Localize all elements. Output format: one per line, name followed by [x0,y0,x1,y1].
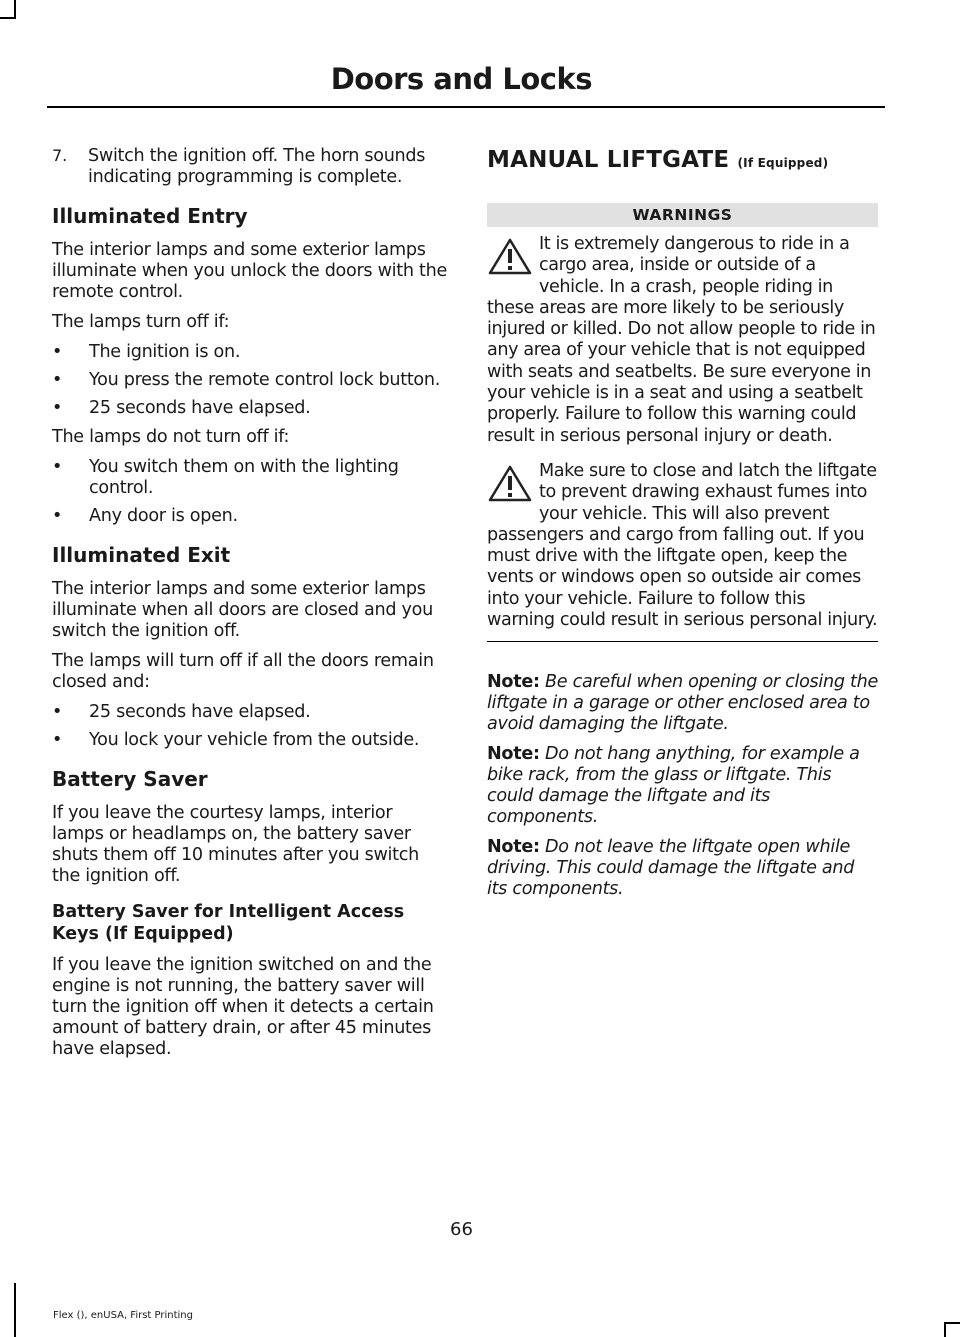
note-label: Note: [487,837,540,858]
warning-text: Make sure to close and latch the liftgate to prevent drawing exhaust fumes into your vehicle. This will also prevent passengers and cargo from falling out. If you must drive with the liftgate open, keep the vents or windows open so outside air comes into your vehicle. Failure to follow this warning could result in serious personal injury. [487,460,878,631]
note-label: Note: [487,744,540,765]
list-item-text: You lock your vehicle from the outside. [89,730,420,750]
warning-text: It is extremely dangerous to ride in a cargo area, inside or outside of a vehicle. In a crash, people riding in these areas are more likely to be seriously injured or killed. Do not allow people to ride in any area of your vehicle that is not equipped with seats and seatbelts. Be sure everyone in your vehicle is in a seat and using a seatbelt properly. Failure to follow this warning could result in serious personal injury or death. [487,234,876,446]
warning-block [487,461,878,631]
list-item-text: Any door is open. [89,506,238,526]
page-number: 66 [450,1219,473,1240]
list-item [52,457,448,499]
step-number: 7. [52,146,68,165]
heading-text: MANUAL LIFTGATE [487,147,730,173]
list-item-text: The ignition is on. [89,342,241,362]
list-item [52,730,448,751]
paragraph: If you leave the ignition switched on and the engine is not running, the battery saver will turn the ignition off when it detects a certain amount of battery drain, or after 45 minutes have elapsed. [52,955,434,1059]
note-text: Do not leave the liftgate open while driving. This could damage the liftgate and its components. [487,837,855,900]
list-item-text: You switch them on with the lighting control. [89,457,399,498]
crop-mark [14,1283,16,1337]
note-text: Do not hang anything, for example a bike rack, from the glass or liftgate. This could damage the liftgate and its components. [487,744,860,828]
left-column [52,146,448,1069]
right-column [487,146,878,909]
list-item-text: You press the remote control lock button. [89,370,441,390]
note [487,672,878,735]
stay-on-conditions-list [52,457,448,527]
bullet: • [52,342,63,362]
paragraph: The lamps turn off if: [52,312,230,332]
battery-saver-subheading: Battery Saver for Intelligent Access Keys (If Equipped) [52,902,405,944]
heading-suffix: (If Equipped) [737,156,829,170]
crop-mark [944,1322,960,1324]
note [487,837,878,900]
crop-mark [14,0,16,18]
page-header-title: Doors and Locks [330,62,592,96]
note-text: Be careful when opening or closing the liftgate in a garage or other enclosed area to avoid damaging the liftgate. [487,672,878,735]
paragraph: The interior lamps and some exterior lamps illuminate when all doors are closed and you switch the ignition off. [52,579,433,641]
list-item-text: 25 seconds have elapsed. [89,702,311,722]
list-item [52,702,448,723]
bullet: • [52,457,63,477]
warnings-divider [487,641,878,642]
illuminated-exit-heading: Illuminated Exit [52,543,231,567]
note-label: Note: [487,672,540,693]
bullet: • [52,370,63,390]
bullet: • [52,730,63,750]
paragraph: The interior lamps and some exterior lamps illuminate when you unlock the doors with the remote control. [52,240,447,302]
bullet: • [52,506,63,526]
list-item [52,506,448,527]
warnings-label: WARNINGS [487,203,878,227]
warning-block [487,234,878,447]
paragraph: The lamps will turn off if all the doors remain closed and: [52,651,434,692]
step-text: Switch the ignition off. The horn sounds indicating programming is complete. [88,146,426,187]
crop-mark [0,17,16,19]
header-rule [47,106,885,108]
bullet: • [52,702,63,722]
crop-mark [944,1322,946,1337]
turn-off-conditions-list [52,342,448,419]
note [487,744,878,828]
battery-saver-heading: Battery Saver [52,767,208,791]
warning-triangle-icon [487,237,533,277]
list-item [52,342,448,363]
step-7 [52,146,448,188]
list-item-text: 25 seconds have elapsed. [89,398,311,418]
paragraph: The lamps do not turn off if: [52,427,290,447]
list-item [52,398,448,419]
paragraph: If you leave the courtesy lamps, interior lamps or headlamps on, the battery saver shuts them off 10 minutes after you switch the ignition off. [52,803,419,886]
footer-text: Flex (), enUSA, First Printing [53,1310,193,1321]
manual-liftgate-heading [487,146,878,177]
warning-triangle-icon [487,464,533,504]
exit-conditions-list [52,702,448,751]
illuminated-entry-heading: Illuminated Entry [52,204,248,228]
bullet: • [52,398,63,418]
list-item [52,370,448,391]
